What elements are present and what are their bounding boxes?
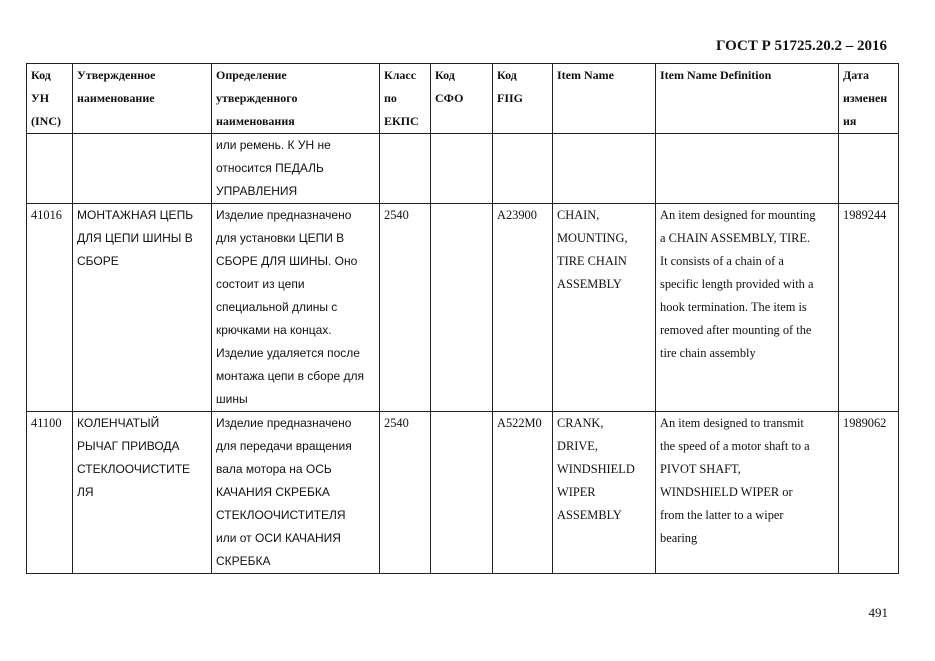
col-header-definition: Определение утвержденного наименования [212,64,380,134]
cell-name: КОЛЕНЧАТЫЙ РЫЧАГ ПРИВОДА СТЕКЛООЧИСТИТЕ ЛЯ [73,412,212,574]
col-header-fiig-code: Код FIIG [493,64,553,134]
cell-name: МОНТАЖНАЯ ЦЕПЬ ДЛЯ ЦЕПИ ШИНЫ В СБОРЕ [73,204,212,412]
table-header-row [27,64,899,134]
document-header: ГОСТ Р 51725.20.2 – 2016 [715,38,887,54]
cell-item-definition: An item designed to transmit the speed of a motor shaft to a PIVOT SHAFT, WINDSHIELD WIPER or from the latter to a wiper bearing [656,412,839,574]
cell-date: 1989062 [839,412,899,574]
cell-code: 41100 [27,412,73,574]
col-header-item-name: Item Name [553,64,656,134]
cell-item-name [553,134,656,204]
cell-sfo [431,134,493,204]
col-header-ekps-class: Класс по ЕКПС [380,64,431,134]
cell-item-definition [656,134,839,204]
cell-definition: Изделие предназначено для установки ЦЕПИ В СБОРЕ ДЛЯ ШИНЫ. Оно состоит из цепи специальной длины с крючками на концах. Изделие удаляется после монтажа цепи в сборе для шины [212,204,380,412]
cell-date [839,134,899,204]
page-number: 491 [868,605,888,620]
cell-fiig: A23900 [493,204,553,412]
cell-definition: Изделие предназначено для передачи вращения вала мотора на ОСЬ КАЧАНИЯ СКРЕБКА СТЕКЛООЧИСТИТЕЛЯ или от ОСИ КАЧАНИЯ СКРЕБКА [212,412,380,574]
col-header-change-date: Дата изменен ия [839,64,899,134]
cell-item-name: CHAIN, MOUNTING, TIRE CHAIN ASSEMBLY [553,204,656,412]
col-header-sfo-code: Код СФО [431,64,493,134]
table-row-continuation [27,134,899,204]
cell-ekps: 2540 [380,204,431,412]
cell-code: 41016 [27,204,73,412]
col-header-item-name-definition: Item Name Definition [656,64,839,134]
cell-item-name: CRANK, DRIVE, WINDSHIELD WIPER ASSEMBLY [553,412,656,574]
cell-fiig: A522M0 [493,412,553,574]
col-header-code: Код УН (INC) [27,64,73,134]
col-header-approved-name: Утвержденное наименование [73,64,212,134]
cell-code [27,134,73,204]
cell-item-definition: An item designed for mounting a CHAIN ASSEMBLY, TIRE. It consists of a chain of a specific length provided with a hook termination. The item is removed after mounting of the tire chain assembly [656,204,839,412]
cell-ekps [380,134,431,204]
cell-ekps: 2540 [380,412,431,574]
table-row [27,412,899,574]
cell-date: 1989244 [839,204,899,412]
cell-sfo [431,412,493,574]
cell-definition: или ремень. К УН не относится ПЕДАЛЬ УПРАВЛЕНИЯ [212,134,380,204]
table-row [27,204,899,412]
cell-name [73,134,212,204]
cell-sfo [431,204,493,412]
catalog-table [26,63,899,574]
cell-fiig [493,134,553,204]
